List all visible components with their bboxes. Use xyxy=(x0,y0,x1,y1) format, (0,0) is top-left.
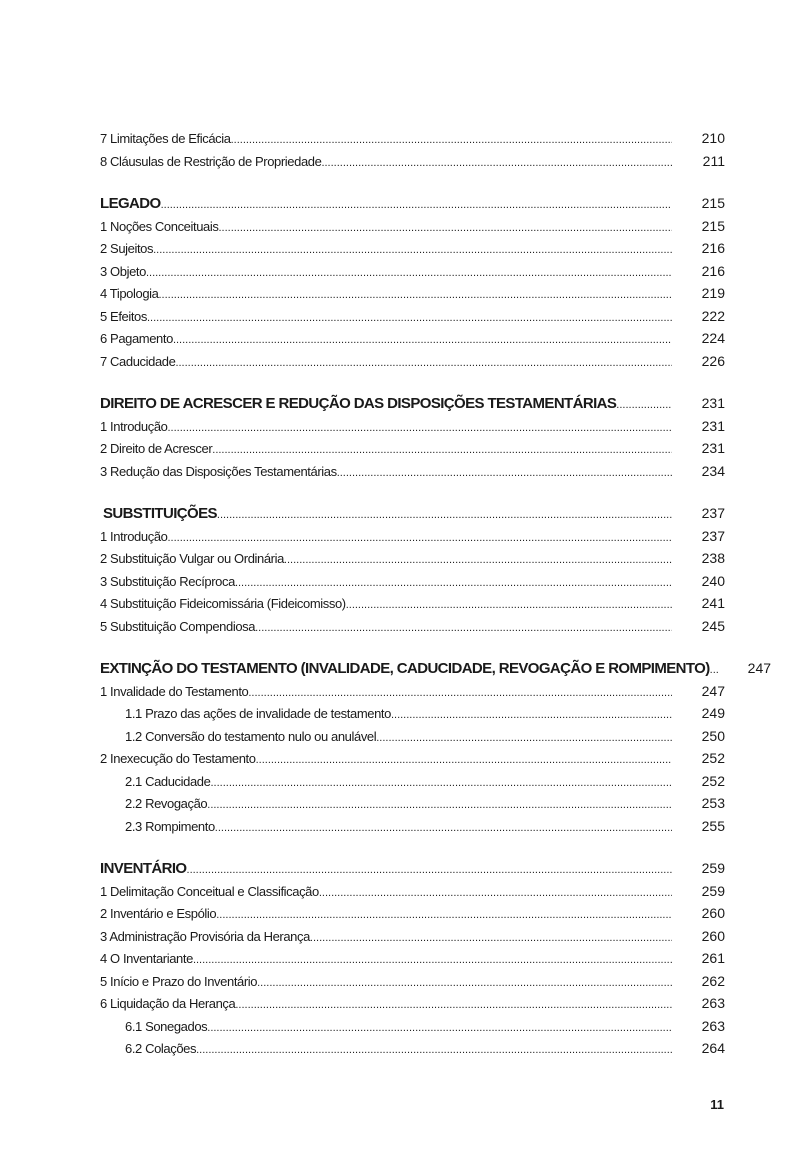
toc-entry-title: 6 Liquidação da Herança xyxy=(100,996,236,1011)
toc-subentry xyxy=(100,815,725,838)
dot-leader xyxy=(161,194,672,217)
toc-subentry-title: 2.2 Revogação xyxy=(125,796,208,811)
dot-leader xyxy=(175,352,671,375)
toc-chapter-heading xyxy=(100,192,725,215)
toc-entry-title: 1 Delimitação Conceitual e Classificação xyxy=(100,883,319,899)
dot-leader xyxy=(217,504,672,527)
toc-entry-page: 260 xyxy=(701,905,725,921)
toc-entry-page: 211 xyxy=(702,152,725,169)
dot-leader xyxy=(212,439,671,462)
dot-leader xyxy=(248,682,671,705)
toc-chapter-page: 237 xyxy=(701,505,725,521)
toc-entry xyxy=(100,747,725,770)
toc-entry-page: 237 xyxy=(701,527,725,544)
toc-subentry-title: 6.1 Sonegados xyxy=(125,1018,208,1034)
toc-entry xyxy=(100,680,725,703)
toc-entry-title: 3 Objeto xyxy=(100,263,146,279)
toc-entry xyxy=(100,215,725,238)
toc-chapter-page: 247 xyxy=(747,660,772,676)
toc-entry-title: 4 O Inventariante xyxy=(100,951,193,966)
dot-leader xyxy=(616,394,671,417)
toc-entry xyxy=(100,525,725,548)
toc-entry-page: 263 xyxy=(701,995,725,1011)
toc-subentry-page: 252 xyxy=(701,772,725,789)
toc-chapter-title: DIREITO DE ACRESCER E REDUÇÃO DAS DISPOSIÇÕES TESTAMENTÁRIAS xyxy=(100,395,617,412)
toc-entry xyxy=(100,615,725,638)
dot-leader xyxy=(196,1039,672,1062)
toc-entry-title: 5 Início e Prazo do Inventário xyxy=(100,973,258,989)
toc-entry-page: 219 xyxy=(701,285,725,301)
toc-entry-title: 2 Direito de Acrescer xyxy=(100,441,213,456)
toc-entry-title: 1 Introdução xyxy=(100,528,168,544)
toc-subentry-title: 1.2 Conversão do testamento nulo ou anulável xyxy=(125,728,377,744)
toc-subentry-page: 249 xyxy=(701,705,725,721)
toc-entry xyxy=(100,547,725,570)
toc-subentry-title: 2.1 Caducidade xyxy=(125,773,211,789)
toc-entry xyxy=(100,592,725,615)
toc-entry-page: 226 xyxy=(701,352,725,369)
toc-subentry-page: 250 xyxy=(701,727,725,744)
toc-chapter-title: SUBSTITUIÇÕES xyxy=(103,505,217,522)
toc-entry-page: 260 xyxy=(701,927,725,944)
toc-entry xyxy=(100,260,725,283)
toc-entry xyxy=(100,282,725,305)
toc-entry xyxy=(100,880,725,903)
dot-leader xyxy=(257,972,672,995)
toc-subentry xyxy=(100,1015,725,1038)
toc-entry-title: 4 Tipologia xyxy=(100,286,159,301)
toc-entry-title: 7 Caducidade xyxy=(100,353,176,369)
toc-entry-page: 262 xyxy=(701,972,725,989)
toc-entry-title: 1 Introdução xyxy=(100,418,168,434)
toc-entry xyxy=(100,925,725,948)
dot-leader xyxy=(153,239,672,262)
toc-entry-title: 3 Substituição Recíproca xyxy=(100,573,235,589)
toc-chapter-heading xyxy=(100,657,772,680)
table-of-contents xyxy=(100,127,772,1060)
toc-entry-title: 3 Administração Provisória da Herança xyxy=(100,928,310,944)
toc-entry xyxy=(100,327,725,350)
toc-entry-title: 2 Substituição Vulgar ou Ordinária xyxy=(100,551,284,566)
toc-entry-page: 216 xyxy=(701,240,725,256)
toc-entry xyxy=(100,237,725,260)
toc-chapter-title: LEGADO xyxy=(100,195,161,212)
toc-entry-title: 5 Efeitos xyxy=(100,308,147,324)
dot-leader xyxy=(231,129,672,152)
toc-entry-page: 222 xyxy=(701,307,725,324)
dot-leader xyxy=(187,859,672,882)
toc-entry-page: 224 xyxy=(701,330,725,346)
toc-chapter-title: EXTINÇÃO DO TESTAMENTO (INVALIDADE, CADUCIDADE, REVOGAÇÃO E ROMPIMENTO) xyxy=(100,660,710,677)
toc-subentry-page: 253 xyxy=(701,795,725,811)
toc-entry-title: 4 Substituição Fideicomissária (Fideicomisso) xyxy=(100,596,346,611)
toc-chapter-page: 231 xyxy=(701,395,725,411)
toc-subentry-title: 2.3 Rompimento xyxy=(125,818,215,834)
toc-subentry xyxy=(100,792,725,815)
toc-subentry xyxy=(100,1037,725,1060)
toc-entry-title: 1 Invalidade do Testamento xyxy=(100,683,249,699)
dot-leader xyxy=(346,594,672,617)
toc-entry-title: 2 Sujeitos xyxy=(100,241,154,256)
toc-entry-page: 252 xyxy=(701,750,725,766)
dot-leader xyxy=(321,152,672,175)
dot-leader xyxy=(319,882,672,905)
toc-subentry-page: 264 xyxy=(701,1040,725,1056)
toc-chapter-page: 215 xyxy=(701,195,725,211)
dot-leader xyxy=(207,794,671,817)
dot-leader xyxy=(710,659,718,682)
toc-entry-title: 5 Substituição Compendiosa xyxy=(100,618,256,634)
toc-entry xyxy=(100,350,725,373)
toc-entry xyxy=(100,460,725,483)
toc-chapter-page: 259 xyxy=(701,860,725,876)
dot-leader xyxy=(146,262,672,285)
dot-leader xyxy=(284,549,672,572)
toc-entry xyxy=(100,970,725,993)
toc-entry-page: 215 xyxy=(701,217,725,234)
dot-leader xyxy=(376,727,671,750)
toc-entry-page: 234 xyxy=(701,462,725,479)
toc-entry-page: 240 xyxy=(701,572,725,589)
toc-entry-page: 231 xyxy=(701,417,725,434)
dot-leader xyxy=(235,572,672,595)
toc-entry-title: 8 Cláusulas de Restrição de Propriedade xyxy=(100,153,322,169)
toc-entry-page: 238 xyxy=(701,550,725,566)
toc-subentry-title: 6.2 Colações xyxy=(125,1041,197,1056)
toc-subentry xyxy=(100,770,725,793)
dot-leader xyxy=(158,284,671,307)
dot-leader xyxy=(173,329,672,352)
dot-leader xyxy=(256,749,672,772)
toc-entry-title: 6 Pagamento xyxy=(100,331,173,346)
dot-leader xyxy=(218,217,671,240)
dot-leader xyxy=(255,617,672,640)
toc-chapter-heading xyxy=(100,502,725,525)
dot-leader xyxy=(167,417,671,440)
dot-leader xyxy=(391,704,672,727)
toc-entry-page: 241 xyxy=(701,595,725,611)
toc-entry-page: 261 xyxy=(701,950,725,966)
dot-leader xyxy=(215,817,672,840)
dot-leader xyxy=(147,307,672,330)
toc-subentry xyxy=(100,702,725,725)
dot-leader xyxy=(337,462,672,485)
dot-leader xyxy=(216,904,671,927)
dot-leader xyxy=(167,527,671,550)
toc-subentry xyxy=(100,725,725,748)
toc-entry-page: 259 xyxy=(701,882,725,899)
toc-subentry-title: 1.1 Prazo das ações de invalidade de testamento xyxy=(125,706,391,721)
toc-chapter-title: INVENTÁRIO xyxy=(100,860,187,877)
toc-entry xyxy=(100,570,725,593)
toc-chapter-heading xyxy=(100,857,725,880)
toc-entry xyxy=(100,902,725,925)
toc-entry-title: 2 Inventário e Espólio xyxy=(100,906,217,921)
toc-entry xyxy=(100,947,725,970)
toc-entry xyxy=(100,305,725,328)
page-number: 11 xyxy=(710,1097,724,1112)
toc-entry-title: 3 Redução das Disposições Testamentárias xyxy=(100,463,337,479)
dot-leader xyxy=(210,772,671,795)
toc-subentry-page: 263 xyxy=(701,1017,725,1034)
dot-leader xyxy=(310,927,672,950)
dot-leader xyxy=(235,994,671,1017)
toc-entry xyxy=(100,415,725,438)
dot-leader xyxy=(193,949,672,972)
toc-entry-page: 231 xyxy=(701,440,725,456)
toc-entry-page: 245 xyxy=(701,617,725,634)
toc-entry-page: 210 xyxy=(701,130,725,146)
toc-subentry-page: 255 xyxy=(701,817,725,834)
toc-entry xyxy=(100,127,725,150)
dot-leader xyxy=(207,1017,671,1040)
toc-entry-title: 7 Limitações de Eficácia xyxy=(100,131,231,146)
toc-entry-title: 2 Inexecução do Testamento xyxy=(100,751,256,766)
toc-entry xyxy=(100,150,725,173)
toc-chapter-heading xyxy=(100,392,725,415)
toc-entry xyxy=(100,437,725,460)
toc-entry xyxy=(100,992,725,1015)
toc-entry-title: 1 Noções Conceituais xyxy=(100,218,219,234)
toc-entry-page: 216 xyxy=(701,262,725,279)
toc-entry-page: 247 xyxy=(701,682,725,699)
